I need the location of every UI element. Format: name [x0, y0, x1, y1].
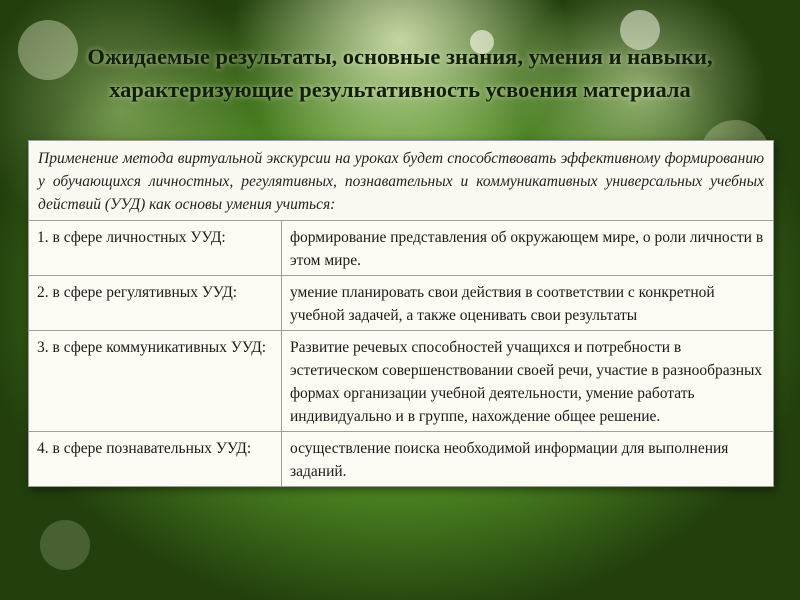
- result-cell: осуществление поиска необходимой информации для выполнения заданий.: [282, 432, 774, 487]
- background-light-spot: [40, 520, 90, 570]
- sphere-cell: 3. в сфере коммуникативных УУД:: [29, 331, 282, 432]
- table-row: [29, 276, 774, 331]
- result-cell: умение планировать свои действия в соответствии с конкретной учебной задачей, а также оценивать свои результаты: [282, 276, 774, 331]
- result-cell: Развитие речевых способностей учащихся и потребности в эстетическом совершенствовании своей речи, участие в разнообразных формах организации учебной деятельности, умение работать индивидуально и в группе, нахождение общее решение.: [282, 331, 774, 432]
- slide-title-line-2: характеризующие результативность усвоения материала: [109, 77, 691, 102]
- sphere-cell: 1. в сфере личностных УУД:: [29, 221, 282, 276]
- sphere-cell: 2. в сфере регулятивных УУД:: [29, 276, 282, 331]
- results-table: [28, 140, 774, 487]
- table-row: [29, 221, 774, 276]
- sphere-cell: 4. в сфере познавательных УУД:: [29, 432, 282, 487]
- result-cell: формирование представления об окружающем мире, о роли личности в этом мире.: [282, 221, 774, 276]
- table-row: [29, 432, 774, 487]
- slide-title-line-1: Ожидаемые результаты, основные знания, умения и навыки,: [87, 44, 713, 69]
- intro-row: [29, 141, 774, 221]
- intro-text: Применение метода виртуальной экскурсии на уроках будет способствовать эффективному формированию у обучающихся личностных, регулятивных, познавательных и коммуникативных универсальных учебных действий (УУД) как основы умения учиться:: [29, 141, 774, 221]
- slide-title: [0, 40, 800, 106]
- table-row: [29, 331, 774, 432]
